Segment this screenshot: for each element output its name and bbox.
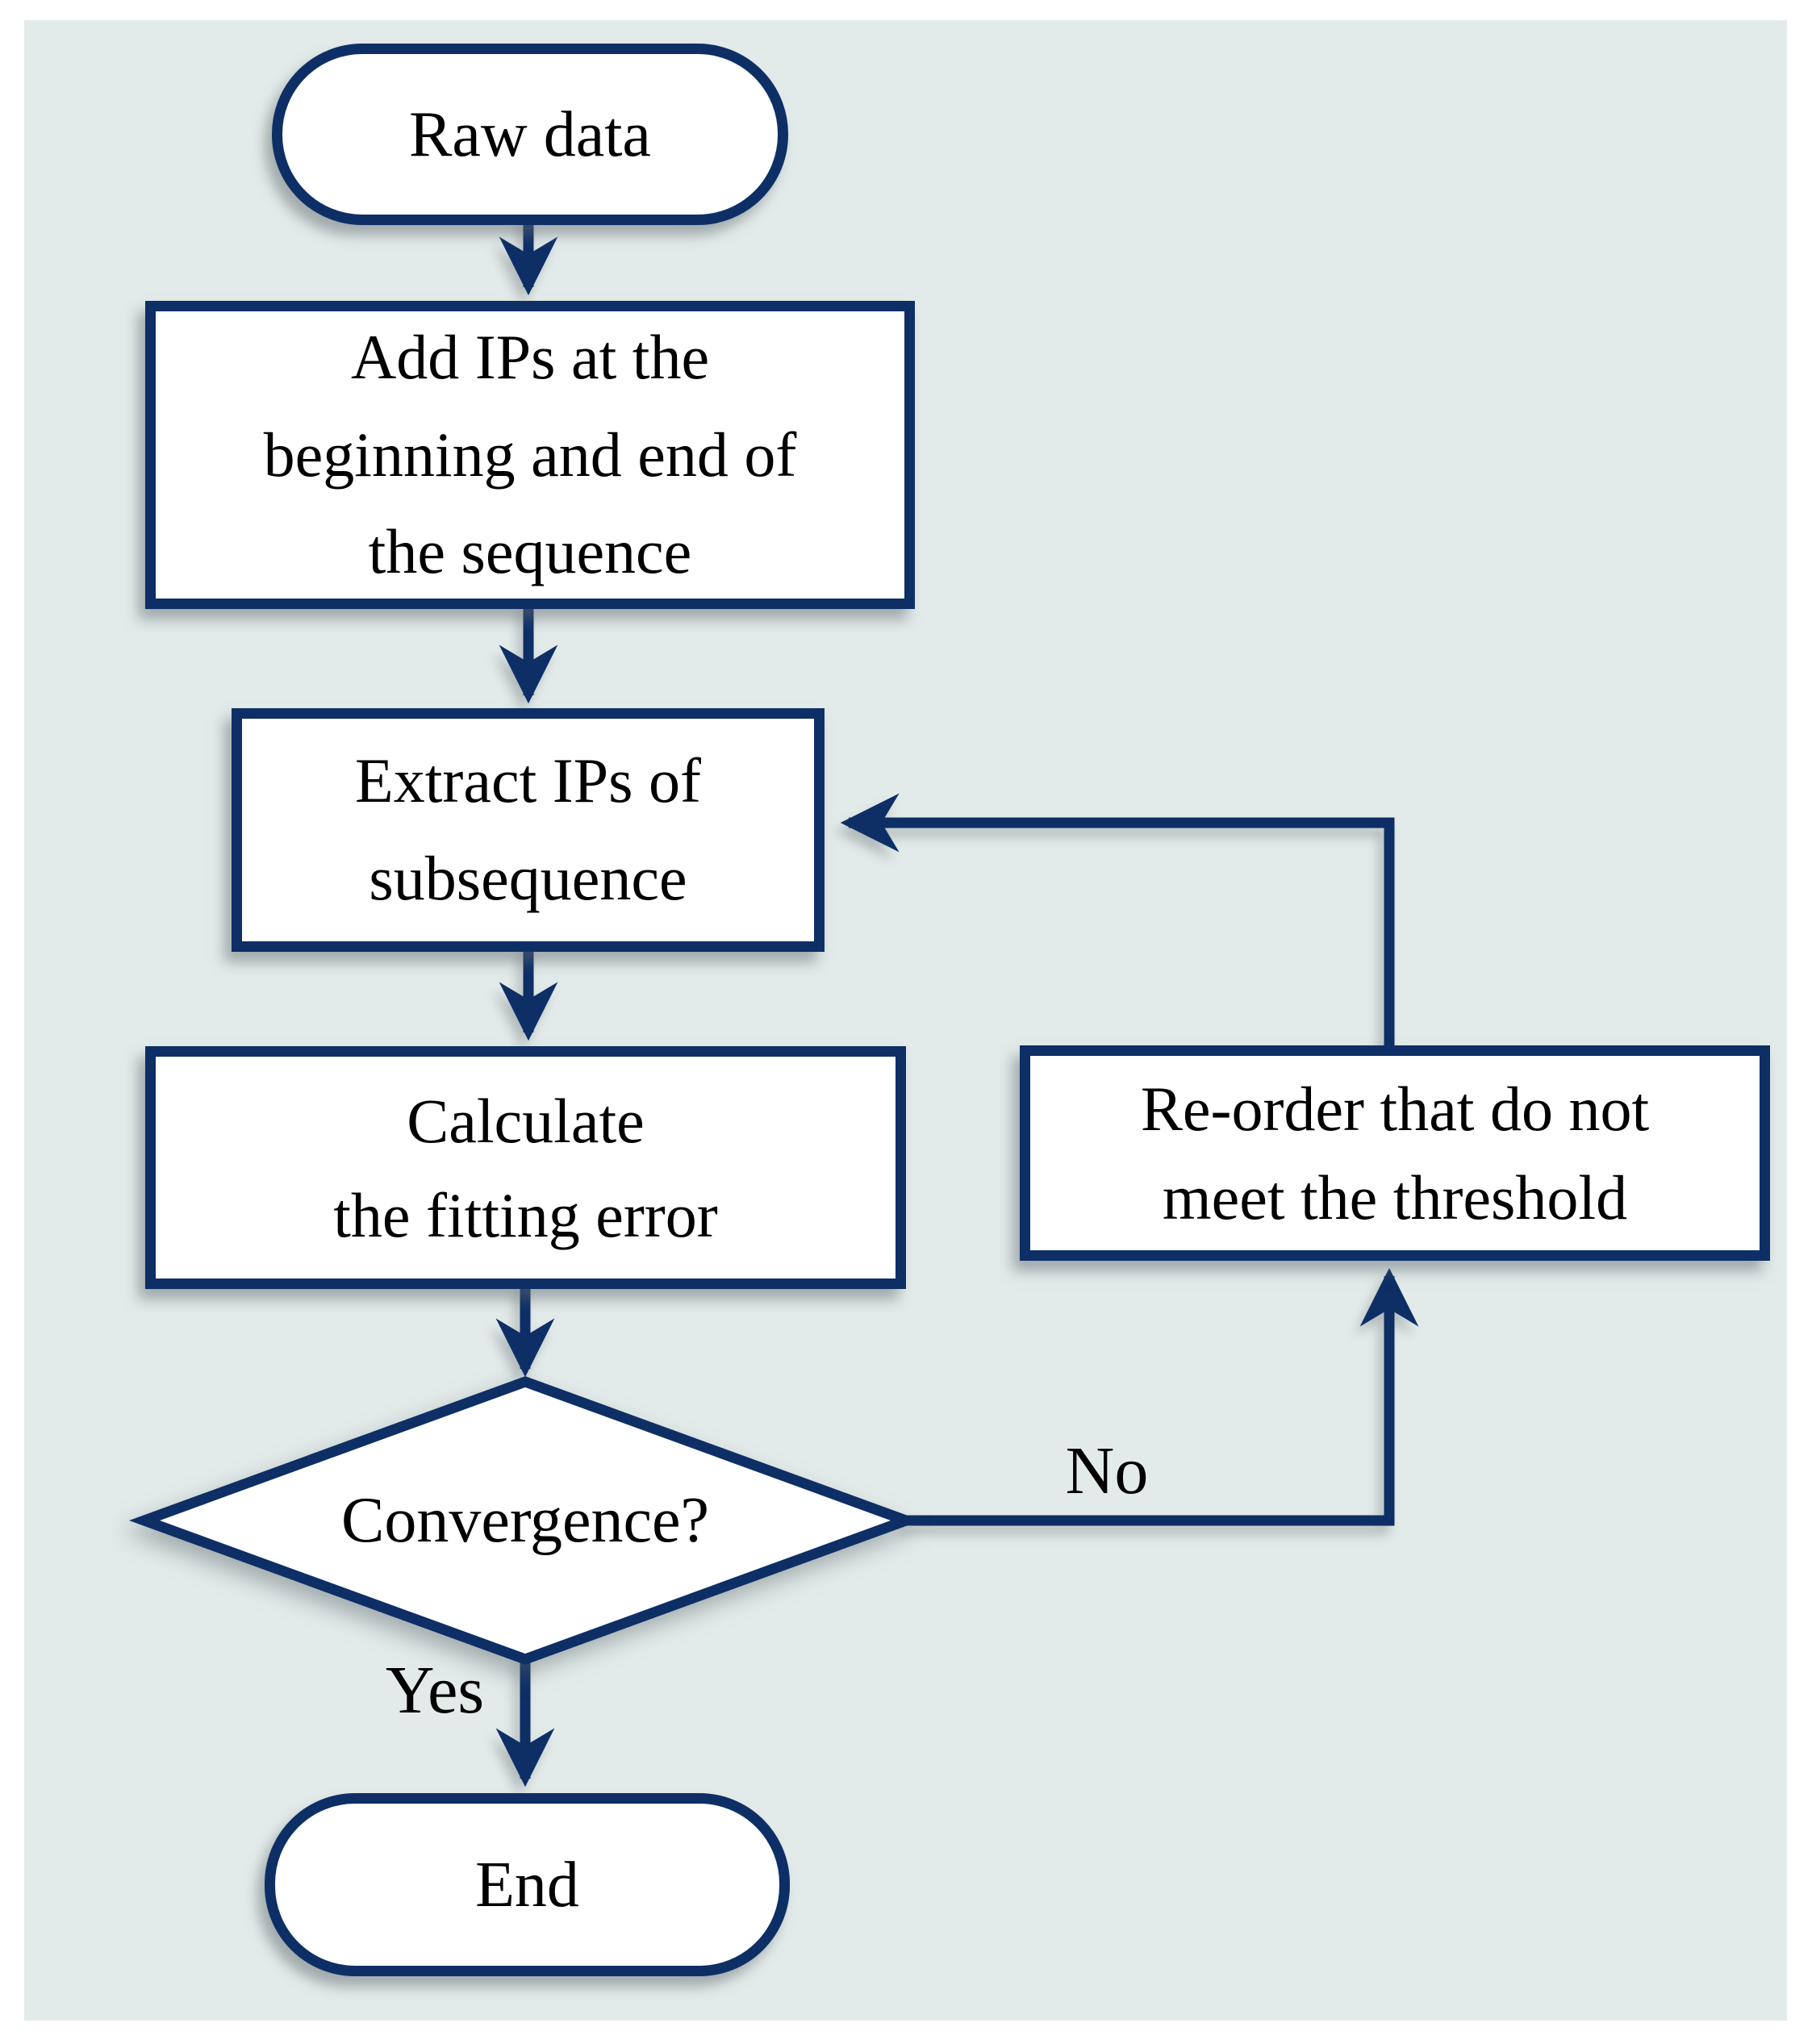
node-convergence-label: Convergence? <box>340 1484 710 1556</box>
node-add-ips-line-1: Add IPs at the <box>350 321 710 392</box>
node-reorder-line-1: Re-order that do not <box>1140 1074 1650 1145</box>
edge-label-no: No <box>1065 1433 1149 1508</box>
node-calculate-error <box>145 1046 906 1289</box>
node-extract-ips-line-2: subsequence <box>369 843 687 913</box>
node-end <box>265 1793 790 1976</box>
node-reorder-line-2: meet the threshold <box>1162 1162 1628 1233</box>
edge-label-yes: Yes <box>385 1652 485 1728</box>
line-reorder-to-extract <box>849 823 1389 1049</box>
node-end-label: End <box>475 1849 579 1921</box>
node-calculate-error-line-2: the fitting error <box>333 1179 718 1250</box>
node-extract-ips-line-1: Extract IPs of <box>355 745 701 816</box>
node-add-ips <box>145 301 915 609</box>
node-reorder <box>1020 1045 1770 1261</box>
node-extract-ips <box>232 708 825 952</box>
node-add-ips-line-2: beginning and end of <box>263 419 797 490</box>
node-raw-data-label: Raw data <box>409 98 651 170</box>
node-raw-data <box>272 44 788 225</box>
node-add-ips-line-3: the sequence <box>368 516 692 587</box>
node-calculate-error-line-1: Calculate <box>407 1085 645 1156</box>
